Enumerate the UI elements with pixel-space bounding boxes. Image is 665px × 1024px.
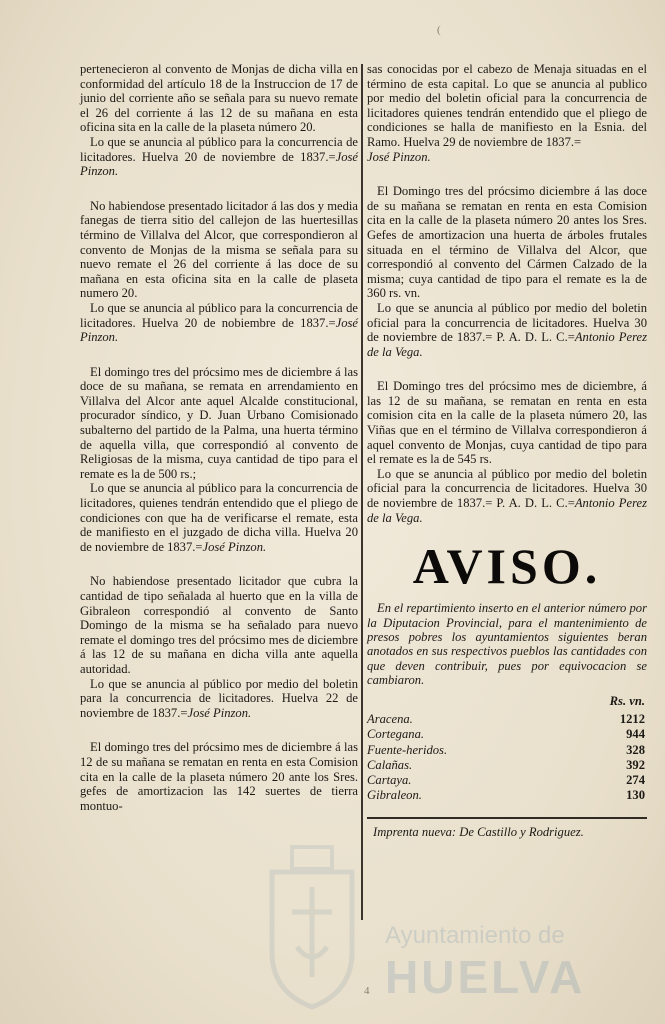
signature: José Pinzon. [202, 539, 267, 554]
notice-5 [80, 740, 358, 813]
signature: Antonio Perez de la Vega. [367, 496, 648, 525]
notice-4-body: No habiendose presentado licitador que cubra la cantidad de tipo señalada al huerto que en la villa de Gibraleon correspondió al convento de Santo Domingo de la misma se ha señalado para nuevo remate el domingo tres del prócsimo mes de diciembre á las 12 de su mañana en dicha villa ante aquella autoridad. [80, 574, 358, 676]
contribution-table [367, 712, 647, 803]
notice-7-body: El Domingo tres del prócsimo mes de diciembre, á las 12 de su mañana, se rematan en renta en esta comision cita en la calle de la plaseta número 20, las Viñas que en el término de Villalva correspondieron á aquel convento de Monjas, cuya cantidad de tipo para el remate es la de 545 rs. [367, 379, 647, 467]
column-divider [361, 64, 363, 920]
signature: José Pinzon. [80, 315, 358, 345]
notice-3 [80, 365, 358, 555]
signature: Antonio Perez de la Vega. [367, 330, 648, 359]
table-row [367, 788, 647, 803]
notice-5-continued [367, 62, 647, 164]
right-column [367, 62, 647, 839]
place-name: Aracena. [367, 712, 413, 727]
notice-2-closing: Lo que se anuncia al público para la concurrencia de licitadores. Huelva 20 de nobiembre de 1837.=José Pinzon. [80, 300, 358, 345]
aviso-body: En el repartimiento inserto en el anterior número por la Diputacion Provincial, para el mantenimiento de presos pobres los ayuntamientos siguientes beran anotados en sus respectivos pueblos las cantidades con que deven contribuir, pues por equivocacion se cambiaron. [367, 601, 647, 688]
notice-1 [80, 62, 358, 179]
notice-1-closing: Lo que se anuncia al público para la concurrencia de licitadores. Huelva 20 de noviembre de 1837.=José Pinzon. [80, 134, 358, 179]
notice-6-body: El Domingo tres del prócsimo diciembre á las doce de su mañana se rematan en renta en esta Comision cita en la calle de la plaseta número 20 antes los Sres. Gefes de amortizacion una huerta de árboles frutales situada en el término de Villalva del Alcor, que correspondió al convento del Cármen Calzado de la misma; cuya cantidad de tipo para el remate es la de 360 rs. vn. [367, 184, 647, 301]
page-mark-top: ( [437, 24, 441, 36]
amount: 1212 [619, 712, 645, 727]
closing-rule [367, 817, 647, 818]
aviso-heading: AVISO. [412, 538, 602, 595]
notice-2-body: No habiendose presentado licitador á las dos y media fanegas de tierra sitio del callejon de las huertesillas término de Villalva del Alcor, que correspondieron al convento de Monjas de la misma se señala para su nuevo remate el 26 del corriente á las doce de su mañana en esta oficina sita en la calle de plaseta numero 20. [80, 198, 358, 301]
table-row [367, 727, 647, 742]
notice-3-closing: Lo que se anuncia al público para la concurrencia de licitadores, quienes tendrán entendido que el pliego de condiciones con que ha de verificarse el remate, esta de manifiesto en el juzgado de dicha villa. Huelva 20 de noviembre de 1837.=José Pinzon. [80, 481, 358, 554]
table-row [367, 758, 647, 773]
city-crest-watermark-icon [262, 842, 362, 1012]
amount: 328 [626, 742, 645, 757]
notice-6-closing: Lo que se anuncia al público por medio del boletin oficial para la concurrencia de licitadores. Huelva 30 de noviembre de 1837.= P. A. D. L. C.=Antonio Perez de la Vega. [367, 300, 648, 359]
amount: 274 [626, 773, 645, 788]
notice-5-continuation: sas conocidas por el cabezo de Menaja situadas en el término de esta capital. Lo que se anuncia al publico por medio del boletin oficial para la concurrencia de licitadores quienes tendrán entendido que el pliego de condiciones se halla de manifiesto en la Esnia. del Ramo. Huelva 29 de noviembre de 1837.= [367, 62, 647, 149]
amount: 392 [626, 757, 645, 772]
place-name: Cartaya. [367, 773, 412, 788]
amount: 130 [626, 788, 645, 803]
notice-4-closing: Lo que se anuncia al público por medio del boletin para la concurrencia de licitadores. Huelva 22 de noviembre de 1837.=José Pinzon. [80, 676, 358, 720]
signature: José Pinzon. [80, 149, 358, 179]
watermark-line-2: HUELVA [385, 951, 586, 1003]
place-name: Fuente-heridos. [367, 742, 448, 757]
notice-2 [80, 199, 358, 345]
signature: José Pinzon. [187, 705, 252, 720]
table-row [367, 712, 647, 727]
table-row [367, 773, 647, 788]
watermark-line-1: Ayuntamiento de [385, 922, 565, 949]
place-name: Calañas. [367, 757, 413, 772]
place-name: Cortegana. [367, 727, 425, 742]
table-row [367, 743, 647, 758]
notice-7-closing: Lo que se anuncia al público por medio del boletin oficial para la concurrencia de licitadores. Huelva 30 de noviembre de 1837.= P. A. D. L. C.=Antonio Perez de la Vega. [367, 466, 648, 525]
notice-3-body: El domingo tres del prócsimo mes de diciembre á las doce de su mañana, se remata en arrendamiento en Villalva del Alcor ante aquel Alcalde constitucional, procurador síndico, y D. Juan Urbano Comisionado subalterno del partido de la Palma, una huerta término de aquella villa, que correspondió al convento de Religiosas de la misma, cuya cantidad de tipo para el remate es la de 500 rs.; [80, 364, 358, 481]
page-mark-bottom: 4 [364, 985, 370, 997]
notice-4 [80, 574, 358, 720]
place-name: Gibraleon. [367, 788, 422, 803]
notice-1-body: pertenecieron al convento de Monjas de dicha villa en conformidad del artículo 18 de la Instruccion de 17 de junio del corriente año se señala para su nuevo remate el 26 del corriente á las 12 de su mañana en esta oficina sita en la calle de la plaseta número 20. [80, 62, 358, 135]
notice-5-body: El domingo tres del prócsimo mes de diciembre á las 12 de su mañana se rematan en renta en esta Comision cita en la calle de la plaseta número 20 ante los Sres. gefes de amortizacion las 142 suertes de tierra montuo- [80, 740, 358, 813]
notice-6 [367, 184, 647, 359]
signature: José Pinzon. [367, 149, 431, 164]
currency-header: Rs. vn. [609, 693, 645, 708]
printer-imprint: Imprenta nueva: De Castillo y Rodriguez. [373, 824, 584, 839]
notice-7 [367, 379, 647, 525]
amount: 944 [626, 727, 645, 742]
left-column [80, 62, 358, 813]
